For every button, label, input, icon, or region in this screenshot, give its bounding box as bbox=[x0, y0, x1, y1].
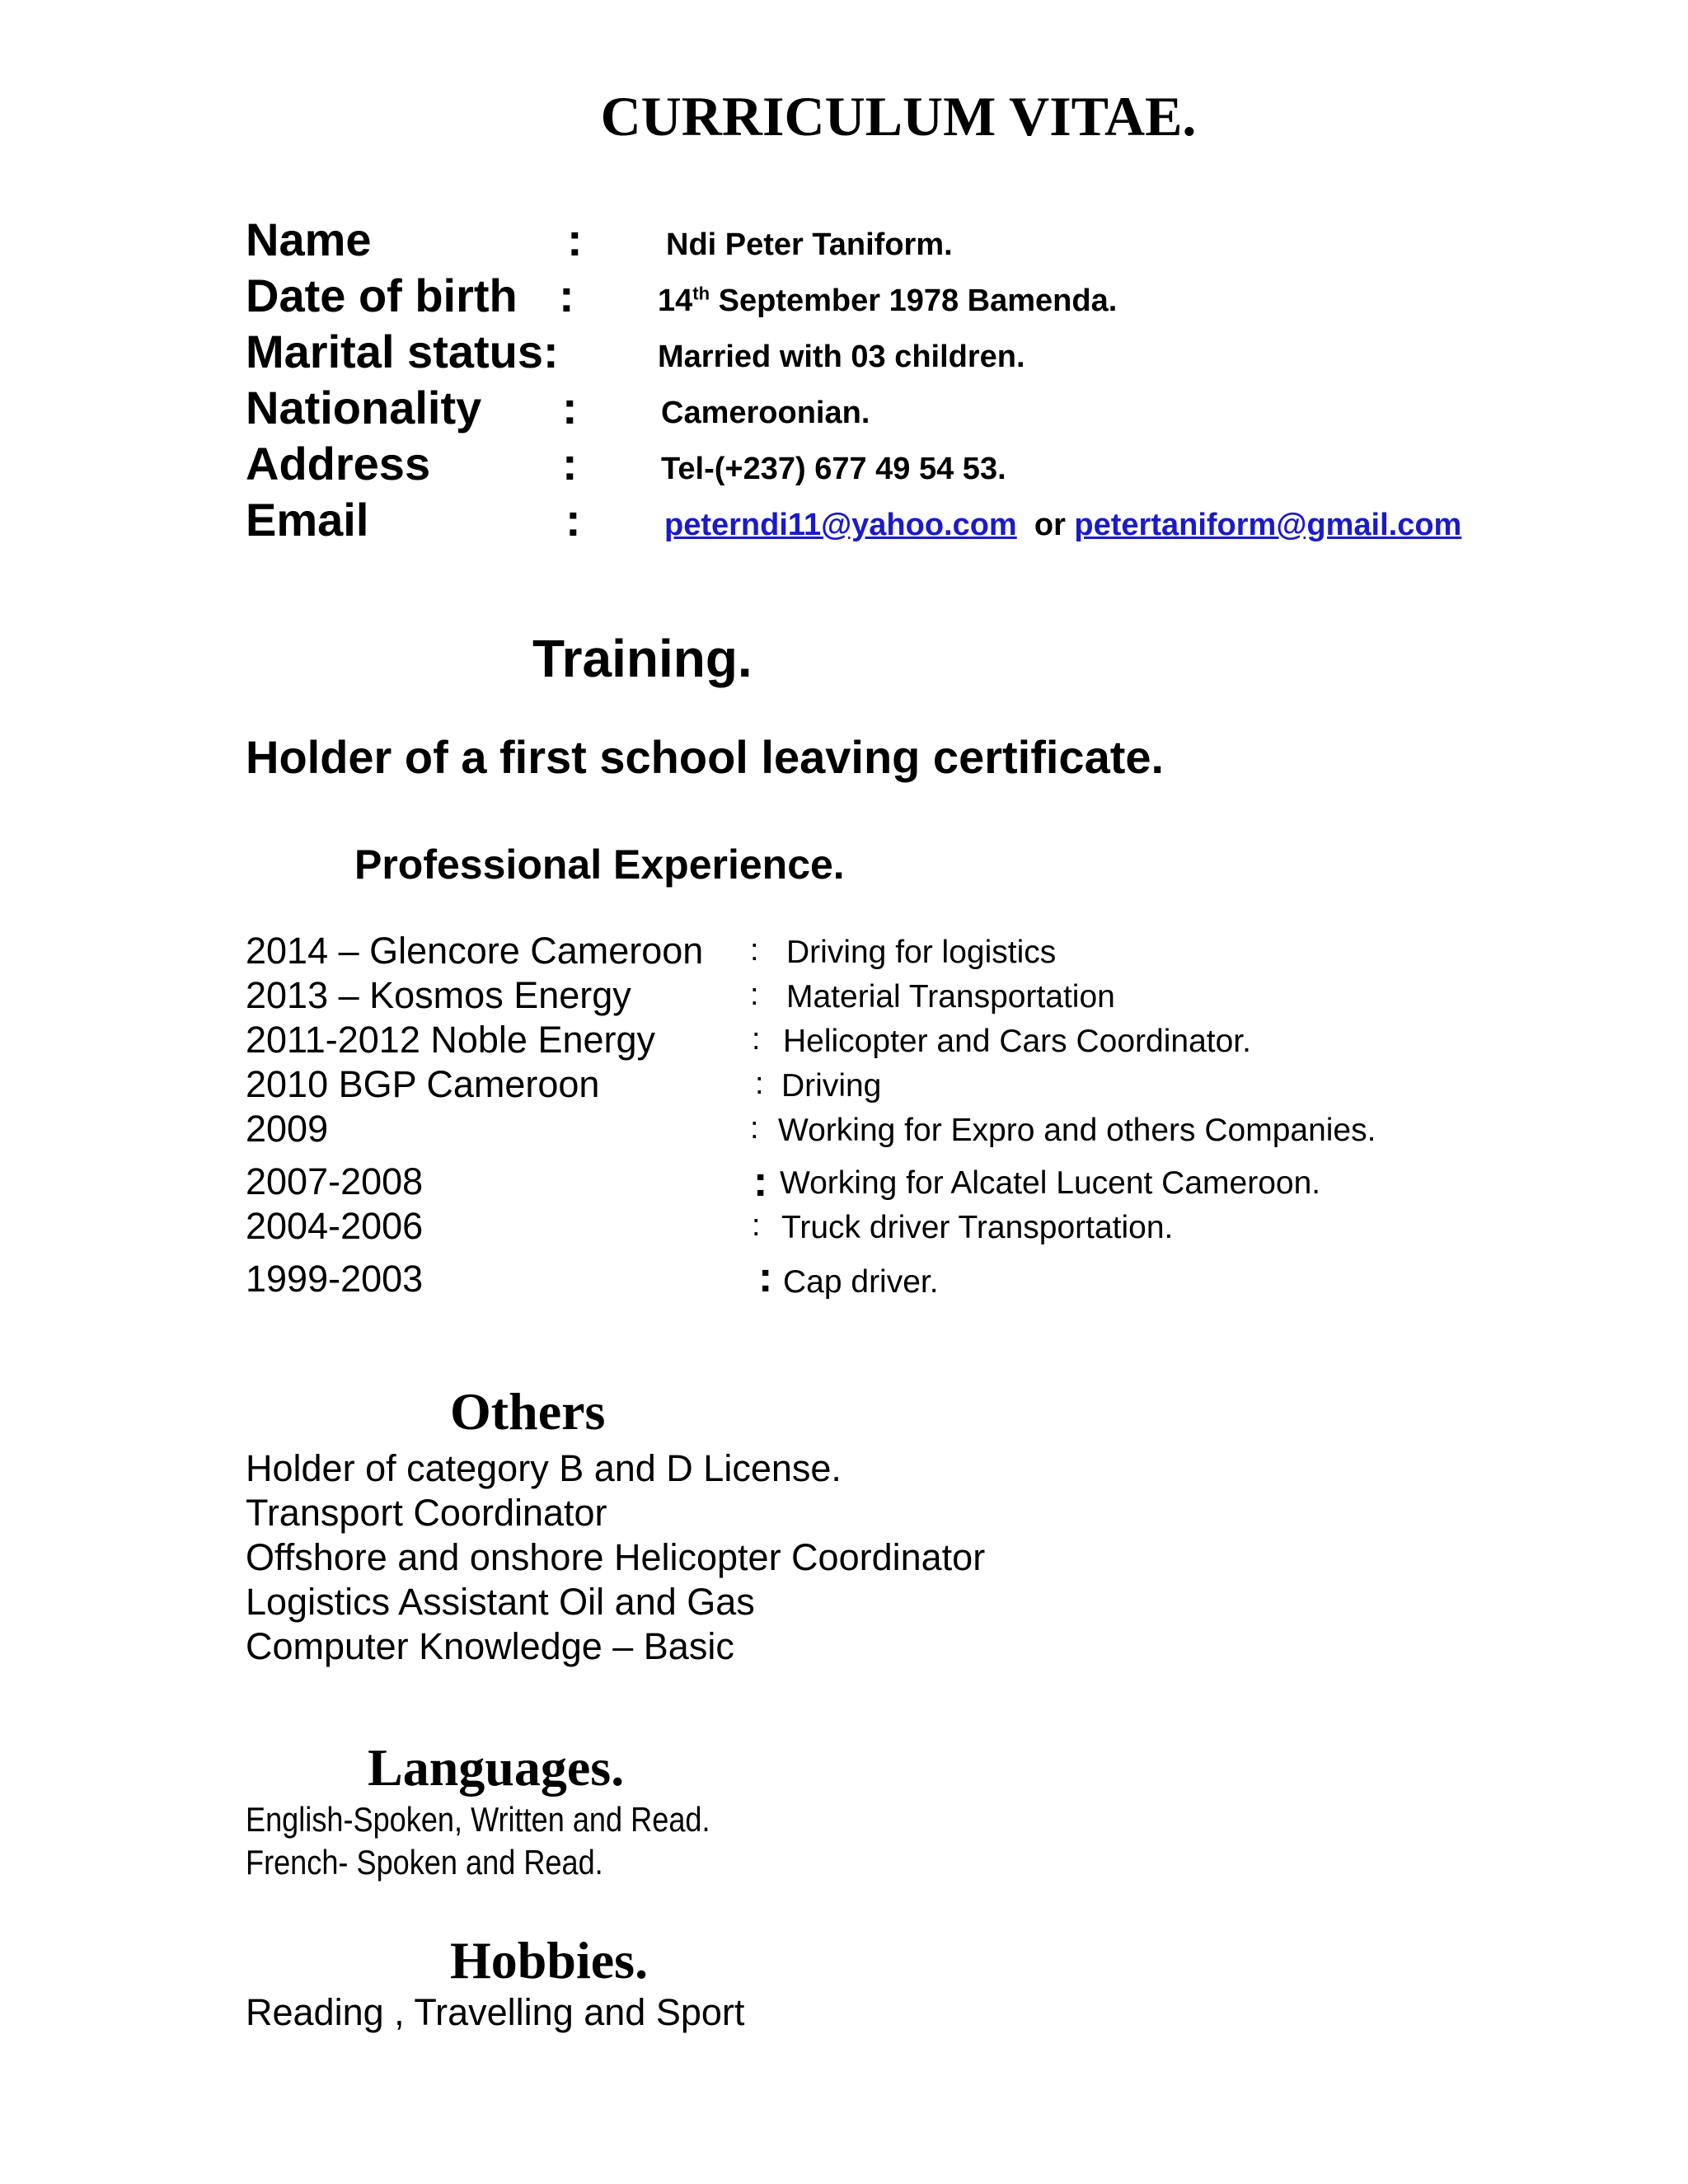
language-item: English-Spoken, Written and Read. bbox=[246, 1800, 710, 1839]
experience-period: 2013 – Kosmos Energy bbox=[246, 974, 631, 1016]
experience-colon: : bbox=[753, 1158, 768, 1206]
experience-role: Material Transportation bbox=[786, 979, 1115, 1015]
training-heading: Training. bbox=[532, 629, 753, 688]
experience-colon: : bbox=[758, 1254, 773, 1301]
nationality-colon: : bbox=[562, 382, 578, 434]
experience-colon: : bbox=[750, 1111, 759, 1146]
experience-period: 2004-2006 bbox=[246, 1205, 424, 1247]
address-label: Address bbox=[246, 438, 431, 490]
hobbies-text: Reading , Travelling and Sport bbox=[246, 1991, 745, 2033]
experience-colon: : bbox=[752, 1022, 761, 1057]
nationality-label: Nationality bbox=[246, 382, 482, 434]
experience-heading: Professional Experience. bbox=[354, 841, 845, 888]
dob-label: Date of birth bbox=[246, 269, 518, 321]
training-text: Holder of a first school leaving certificate. bbox=[246, 731, 1165, 783]
address-colon: : bbox=[562, 438, 578, 490]
email-or: or bbox=[1034, 508, 1066, 542]
others-item: Computer Knowledge – Basic bbox=[246, 1625, 734, 1667]
experience-period: 2009 bbox=[246, 1108, 329, 1150]
experience-colon: : bbox=[750, 933, 759, 968]
experience-role: Cap driver. bbox=[783, 1264, 939, 1300]
name-label: Name bbox=[246, 213, 372, 265]
dob-colon: : bbox=[559, 269, 574, 321]
experience-role: Working for Alcatel Lucent Cameroon. bbox=[780, 1165, 1321, 1201]
email-label: Email bbox=[246, 494, 369, 546]
experience-period: 2007-2008 bbox=[246, 1160, 424, 1202]
nationality-value: Cameroonian. bbox=[661, 396, 870, 430]
experience-colon: : bbox=[755, 1066, 764, 1101]
others-heading: Others bbox=[450, 1382, 606, 1441]
experience-colon: : bbox=[750, 977, 759, 1012]
marital-label: Marital status: bbox=[246, 326, 559, 377]
others-item: Offshore and onshore Helicopter Coordinator bbox=[246, 1536, 986, 1578]
language-item: French- Spoken and Read. bbox=[246, 1843, 603, 1882]
experience-role: Driving bbox=[781, 1068, 882, 1104]
experience-period: 1999-2003 bbox=[246, 1258, 424, 1300]
experience-role: Truck driver Transportation. bbox=[781, 1210, 1174, 1245]
hobbies-heading: Hobbies. bbox=[450, 1931, 649, 1990]
others-item: Logistics Assistant Oil and Gas bbox=[246, 1581, 755, 1623]
experience-colon: : bbox=[752, 1208, 761, 1243]
dob-value bbox=[658, 284, 1117, 319]
languages-heading: Languages. bbox=[368, 1738, 625, 1797]
name-value: Ndi Peter Taniform. bbox=[666, 227, 953, 262]
experience-period: 2014 – Glencore Cameroon bbox=[246, 930, 704, 972]
email-secondary-link[interactable]: petertaniform@gmail.com bbox=[1074, 508, 1462, 542]
experience-period: 2011-2012 Noble Energy bbox=[246, 1019, 656, 1061]
experience-period: 2010 BGP Cameroon bbox=[246, 1063, 600, 1105]
others-item: Holder of category B and D License. bbox=[246, 1447, 842, 1489]
dob-day: 14 bbox=[658, 284, 693, 318]
experience-role: Driving for logistics bbox=[786, 935, 1057, 970]
dob-suffix: th bbox=[692, 283, 710, 304]
marital-value: Married with 03 children. bbox=[658, 340, 1025, 374]
experience-role: Working for Expro and others Companies. bbox=[778, 1113, 1376, 1148]
email-primary-link[interactable]: peterndi11@yahoo.com bbox=[664, 508, 1017, 542]
email-value bbox=[664, 508, 1461, 543]
document-title: CURRICULUM VITAE. bbox=[600, 85, 1197, 148]
others-item: Transport Coordinator bbox=[246, 1492, 607, 1534]
experience-role: Helicopter and Cars Coordinator. bbox=[783, 1024, 1251, 1059]
email-colon: : bbox=[565, 494, 581, 546]
dob-rest: September 1978 Bamenda. bbox=[710, 284, 1118, 318]
address-value: Tel-(+237) 677 49 54 53. bbox=[661, 452, 1006, 486]
name-colon: : bbox=[567, 213, 583, 265]
